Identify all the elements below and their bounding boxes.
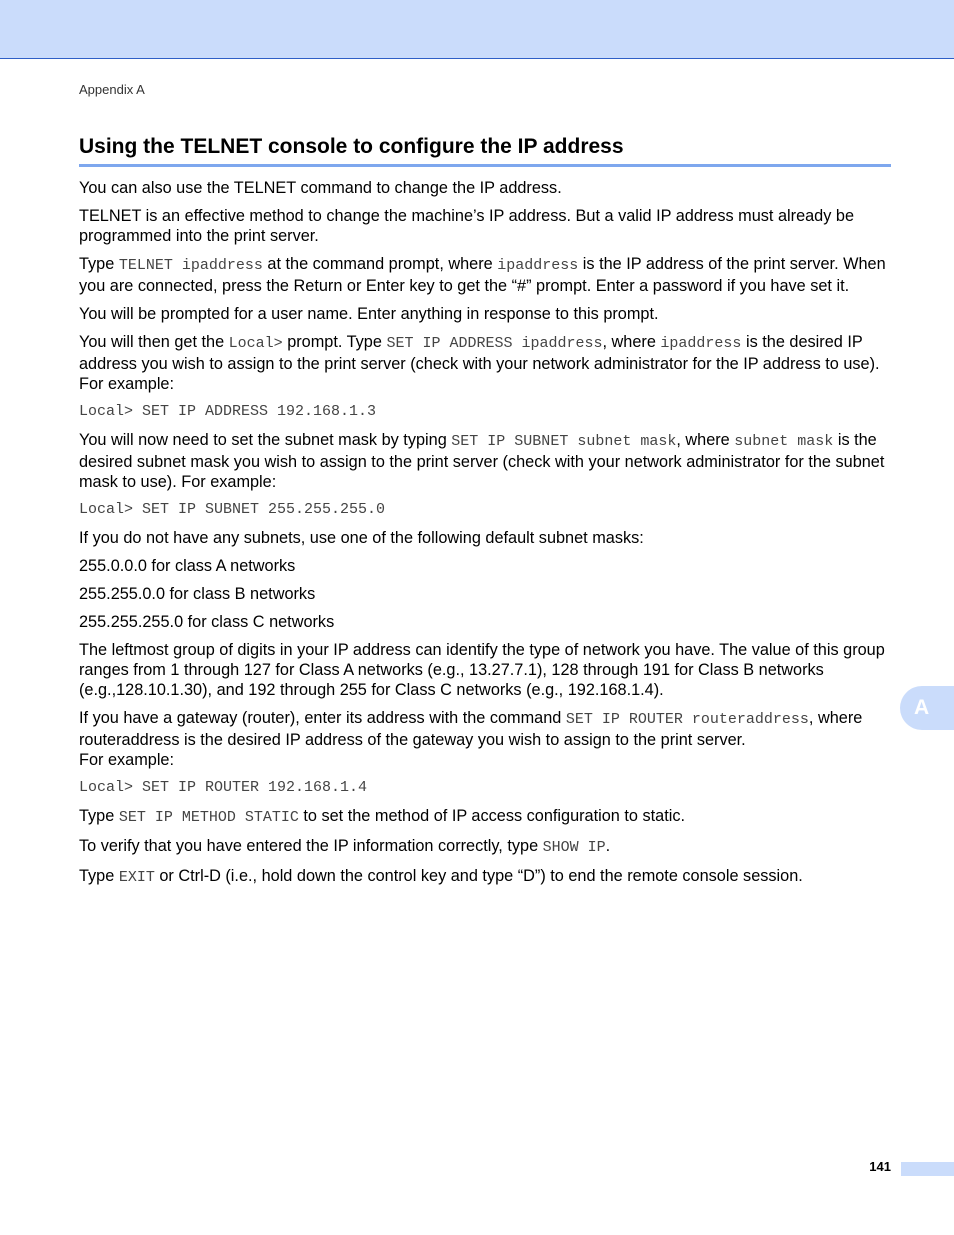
appendix-tab[interactable] [900,686,954,730]
paragraph-gateway: If you have a gateway (router), enter its address with the command SET IP ROUTER routeraddress, where routeraddress is the desired IP address of the gateway you wish to assign to the print server. For example: [79,709,863,769]
header-band [0,0,954,59]
mask-class-a: 255.0.0.0 for class A networks [79,557,296,575]
inline-code: SET IP ROUTER routeraddress [565,711,809,728]
running-header: Appendix A [79,82,145,97]
paragraph-network-classes: The leftmost group of digits in your IP address can identify the type of network you have. The value of this group ranges from 1 through 127 for Class A networks (e.g., 13.27.7.1), 128 through 191 for Class B networks (e.g.,128.10.1.30), and 192 through 255 for Class C networks (e.g., 192.168.1.4). [79,641,885,699]
inline-code: subnet mask [734,433,834,450]
paragraph-type-telnet: Type TELNET ipaddress at the command prompt, where ipaddress is the IP address of the print server. When you are connected, press the Return or Enter key to get the “#” prompt. Enter a password if you have set it. [79,255,886,295]
inline-code: SET IP SUBNET subnet mask [451,433,677,450]
inline-code: EXIT [118,869,155,886]
section-title: Using the TELNET console to configure the IP address [79,135,891,167]
paragraph-intro: You can also use the TELNET command to change the IP address. [79,179,562,197]
inline-code: SET IP ADDRESS ipaddress [386,335,603,352]
paragraph-local-prompt: You will then get the Local> prompt. Type SET IP ADDRESS ipaddress, where ipaddress is the desired IP address you wish to assign to the print server (check with your network administrator for the IP address to use). For example: [79,333,880,393]
paragraph-method-static: Type SET IP METHOD STATIC to set the method of IP access configuration to static. [79,807,685,826]
code-example-subnet: Local> SET IP SUBNET 255.255.255.0 [79,501,386,518]
appendix-tab-letter: A [914,696,930,719]
paragraph-subnet: You will now need to set the subnet mask by typing SET IP SUBNET subnet mask, where subnet mask is the desired subnet mask you wish to assign to the print server (check with your network administrator for the subnet mask to use). For example: [79,431,885,491]
inline-code: TELNET ipaddress [118,257,263,274]
code-example-address: Local> SET IP ADDRESS 192.168.1.3 [79,403,377,420]
inline-code: ipaddress [497,257,579,274]
page-number-bar [901,1162,954,1176]
inline-code: Local> [228,335,283,352]
paragraph-user-name: You will be prompted for a user name. Enter anything in response to this prompt. [79,305,659,323]
code-example-router: Local> SET IP ROUTER 192.168.1.4 [79,779,368,796]
mask-class-b: 255.255.0.0 for class B networks [79,585,316,603]
mask-class-c: 255.255.255.0 for class C networks [79,613,335,631]
inline-code: ipaddress [660,335,742,352]
inline-code: SHOW IP [542,839,606,856]
paragraph-exit: Type EXIT or Ctrl-D (i.e., hold down the control key and type “D”) to end the remote console session. [79,867,803,886]
page-number: 141 [869,1159,891,1174]
paragraph-telnet-method: TELNET is an effective method to change the machine’s IP address. But a valid IP address must already be programmed into the print server. [79,207,855,245]
paragraph-default-masks: If you do not have any subnets, use one of the following default subnet masks: [79,529,644,547]
paragraph-show-ip: To verify that you have entered the IP information correctly, type SHOW IP. [79,837,611,856]
body-content [79,178,891,896]
inline-code: SET IP METHOD STATIC [118,809,299,826]
